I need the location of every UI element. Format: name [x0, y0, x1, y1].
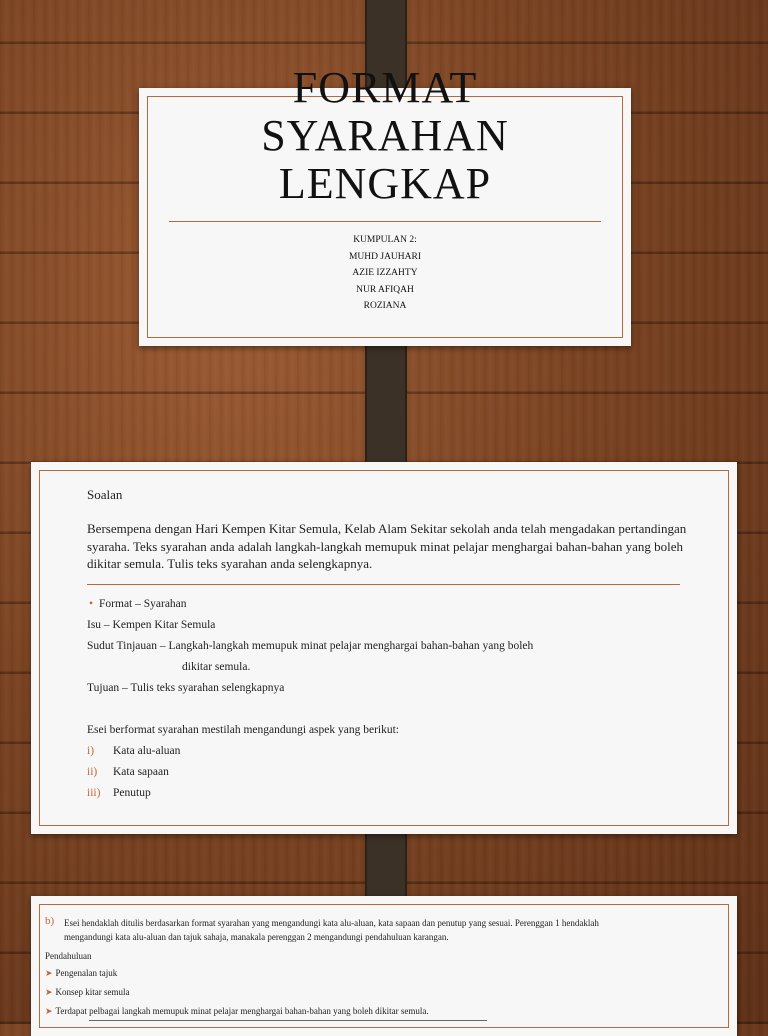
aspect-text: Kata sapaan: [113, 766, 169, 778]
arrow-bullet-icon: ➤: [45, 968, 53, 978]
slide-title: [139, 64, 631, 208]
aspect-number: ii): [87, 766, 98, 778]
member-name: NUR AFIQAH: [356, 284, 414, 295]
tujuan-line: Tujuan – Tulis teks syarahan selengkapnya: [87, 682, 285, 694]
middle-strap: [365, 330, 407, 482]
aspect-text: Penutup: [113, 787, 151, 799]
isu-line: Isu – Kempen Kitar Semula: [87, 619, 216, 631]
title-line-3: LENGKAP: [278, 159, 492, 208]
section-heading: Pendahuluan: [45, 951, 92, 961]
format-bullet: [87, 598, 187, 610]
list-item: [45, 1006, 429, 1017]
format-text: Format – Syarahan: [99, 598, 187, 610]
sudut-continuation: dikitar semula.: [182, 661, 251, 673]
member-name: MUHD JAUHARI: [348, 251, 422, 262]
group-members: [139, 232, 631, 315]
instruction-line-2: mengandungi kata alu-aluan dan tajuk sahaja, manakala perenggan 2 mengandungi pendahuluan karangan.: [64, 932, 449, 942]
member-name: AZIE IZZAHTY: [352, 268, 418, 278]
bullet-dot-icon: •: [89, 598, 94, 610]
item-label: [45, 915, 54, 927]
list-item: [45, 987, 130, 998]
aspect-text: Kata alu-aluan: [113, 745, 181, 757]
question-text: Bersempena dengan Hari Kempen Kitar Semula, Kelab Alam Sekitar sekolah anda telah mengadakan pertandingan syaraha. Teks syarahan anda adalah langkah-langkah memupuk minat pelajar menghargai bahan-bahan yang boleh dikitar semula. Tulis teks syarahan anda selengkapnya.: [87, 521, 687, 571]
question-heading: Soalan: [87, 487, 123, 502]
arrow-bullet-icon: ➤: [45, 1006, 53, 1016]
member-name: ROZIANA: [363, 301, 407, 311]
list-item-text: Konsep kitar semula: [55, 987, 130, 997]
aspect-item: [87, 766, 169, 778]
aspect-item: [87, 787, 151, 799]
title-divider: [169, 221, 601, 222]
title-line-2: SYARAHAN: [261, 111, 509, 160]
aspect-item: [87, 745, 180, 757]
group-label: KUMPULAN 2:: [353, 235, 417, 245]
list-item: [45, 968, 117, 979]
sudut-line: Sudut Tinjauan – Langkah-langkah memupuk minat pelajar menghargai bahan-bahan yang boleh: [87, 640, 534, 652]
aspect-number: iii): [87, 787, 101, 799]
esei-line: Esei berformat syarahan mestilah mengandungi aspek yang berikut:: [87, 724, 399, 736]
question-divider: [87, 584, 680, 585]
title-slide: [139, 63, 631, 346]
aspect-number: i): [87, 745, 95, 757]
question-slide: [31, 462, 737, 834]
title-line-1: FORMAT: [292, 63, 478, 112]
instruction-line-1: Esei hendaklah ditulis berdasarkan format syarahan yang mengandungi kata alu-aluan, kata sapaan dan penutup yang sesuai. Perenggan 1 hendaklah: [64, 918, 599, 928]
item-label-text: b): [45, 915, 55, 927]
arrow-bullet-icon: ➤: [45, 987, 53, 997]
underline-rule: [89, 1020, 487, 1021]
list-item-text: Pengenalan tajuk: [55, 968, 118, 978]
format-slide: [31, 896, 737, 1036]
list-item-text: Terdapat pelbagai langkah memupuk minat pelajar menghargai bahan-bahan yang boleh dikitar semula.: [55, 1006, 429, 1016]
